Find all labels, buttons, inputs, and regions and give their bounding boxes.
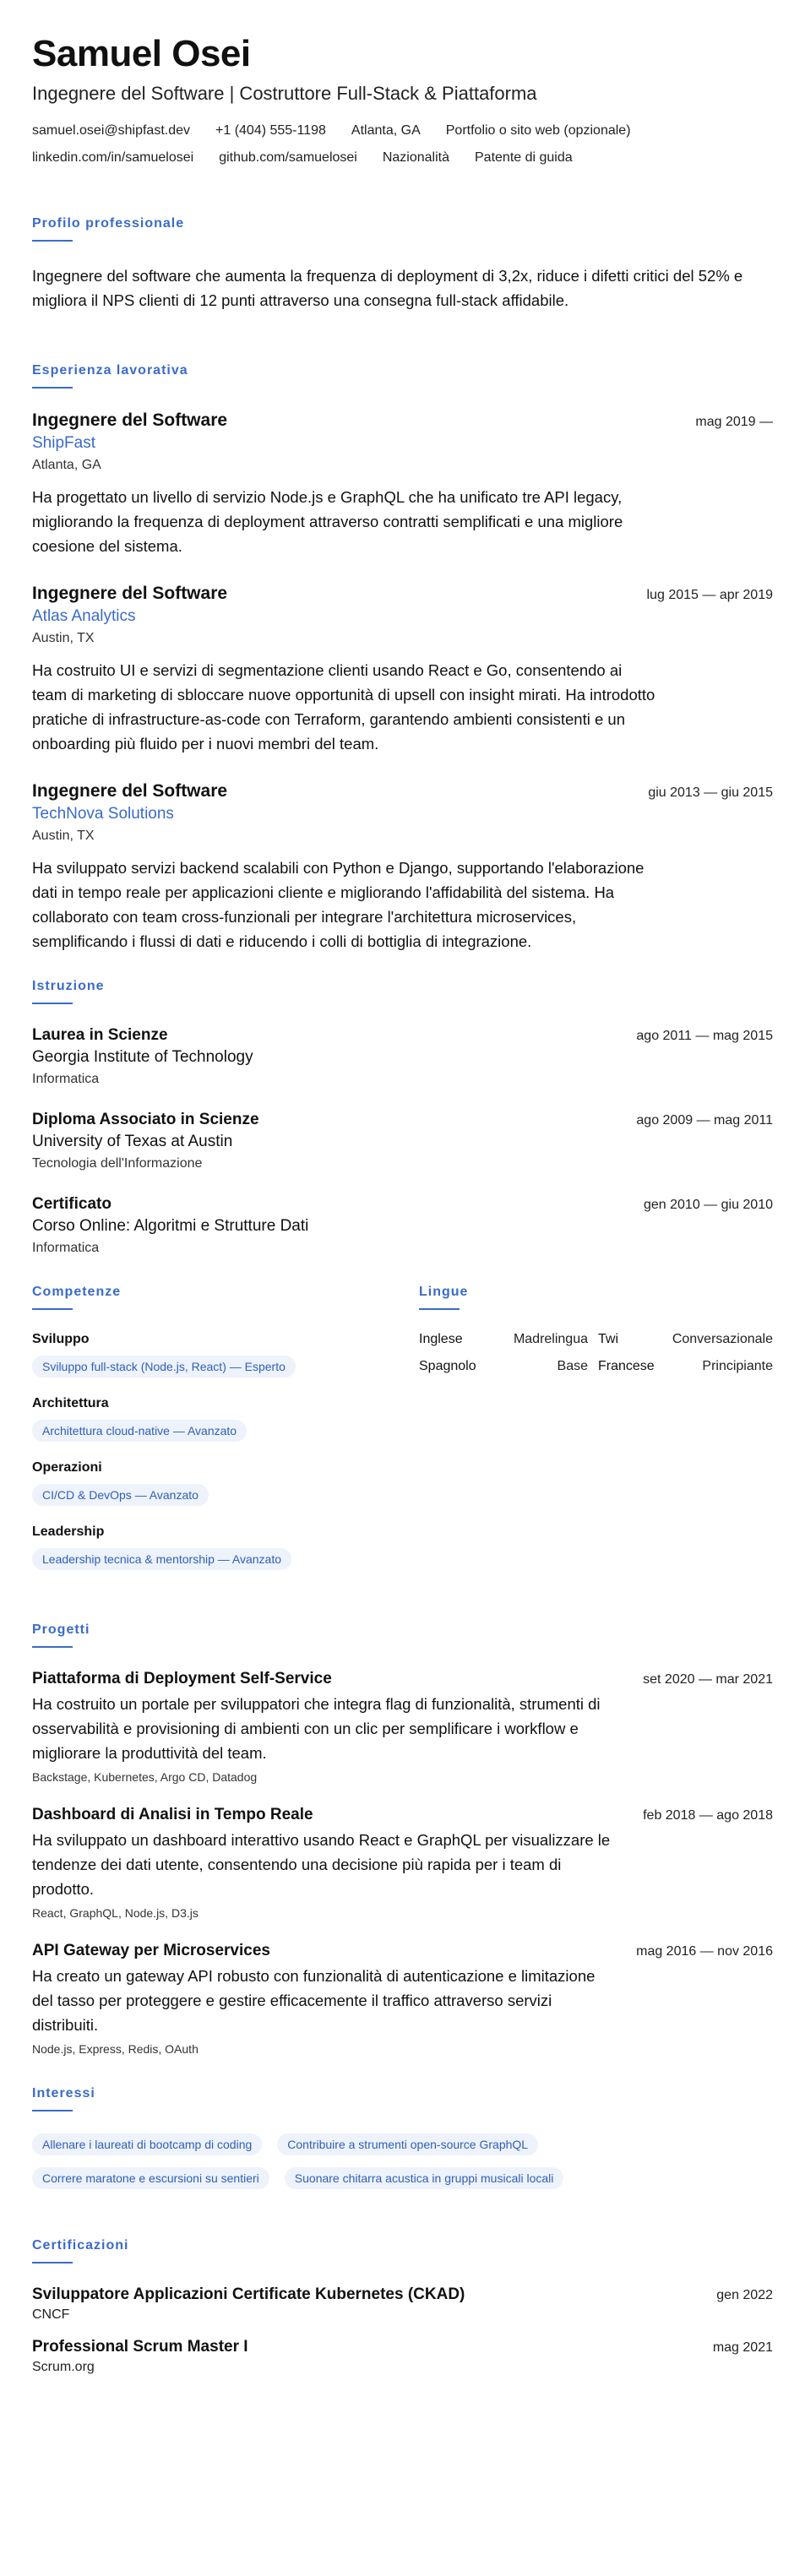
project-tech: React, GraphQL, Node.js, D3.js <box>32 1906 199 1920</box>
languages-grid <box>419 1332 773 1374</box>
education-institution: University of Texas at Austin <box>32 1133 233 1150</box>
language-name: Spagnolo <box>419 1359 476 1373</box>
certification-entry <box>32 2338 773 2375</box>
section-divider <box>32 2110 73 2111</box>
certification-title: Professional Scrum Master I <box>32 2338 248 2356</box>
section-divider <box>32 1308 73 1310</box>
interests-list <box>32 2133 640 2189</box>
section-title: Profilo professionale <box>32 216 185 231</box>
job-title: Ingegnere del Software <box>32 584 228 603</box>
contact-location: Atlanta, GA <box>351 123 421 138</box>
education-institution: Corso Online: Algoritmi e Strutture Dati <box>32 1217 309 1235</box>
project-description: Ha creato un gateway API robusto con funzionalità di autenticazione e limitazione del tasso per proteggere e gestire efficacemente il traffico attraverso servizi distribuiti. <box>32 1967 596 2034</box>
project-title: Dashboard di Analisi in Tempo Reale <box>32 1806 313 1823</box>
project-tech: Node.js, Express, Redis, OAuth <box>32 2042 199 2056</box>
skill-group <box>32 1396 419 1442</box>
job-title: Ingegnere del Software <box>32 781 228 801</box>
job-description: Ha progettato un livello di servizio Node.js e GraphQL che ha unificato tre API legacy, migliorando la frequenza di deployment attraverso contratti semplificati e una migliore coesione del sistema. <box>32 488 623 555</box>
skills-languages-row <box>32 1285 773 1589</box>
project-entry <box>32 1670 773 1784</box>
contact-phone[interactable]: +1 (404) 555-1198 <box>215 123 326 138</box>
education-field: Tecnologia dell'Informazione <box>32 1156 203 1171</box>
certification-title: Sviluppatore Applicazioni Certificate Kubernetes (CKAD) <box>32 2285 465 2303</box>
job-description: Ha sviluppato servizi backend scalabili con Python e Django, supportando l'elaborazione dati in tempo reale per applicazioni cliente e migliorando l'affidabilità del sistema. Ha collaborato con team cross-funzionali per integrare l'architettura microservices, semplificando i flussi di dati e riducendo i colli di bottiglia di integrazione. <box>32 859 645 950</box>
project-tech: Backstage, Kubernetes, Argo CD, Datadog <box>32 1770 258 1784</box>
experience-section <box>32 363 773 954</box>
education-section <box>32 979 773 1256</box>
candidate-headline: Ingegnere del Software | Costruttore Full-Stack & Piattaforma <box>32 83 537 104</box>
section-title: Esperienza lavorativa <box>32 363 188 378</box>
education-degree: Diploma Associato in Scienze <box>32 1111 259 1128</box>
section-title: Progetti <box>32 1622 90 1637</box>
job-company: ShipFast <box>32 434 95 452</box>
interest-chip: Suonare chitarra acustica in gruppi musicali locali <box>285 2167 564 2189</box>
language-level: Principiante <box>702 1359 773 1373</box>
language-name: Francese <box>598 1359 655 1373</box>
skill-group <box>32 1460 419 1506</box>
contact-github[interactable]: github.com/samuelosei <box>219 150 357 165</box>
projects-section <box>32 1622 773 2056</box>
contact-driving-license: Patente di guida <box>475 150 573 165</box>
project-description: Ha sviluppato un dashboard interattivo usando React e GraphQL per visualizzare le tendenze dei dati utente, consentendo una decisione più rapida per i team di prodotto. <box>32 1831 611 1898</box>
education-entry <box>32 1195 773 1256</box>
section-title: Certificazioni <box>32 2238 129 2253</box>
job-company: Atlas Analytics <box>32 607 136 625</box>
skill-chip: Sviluppo full-stack (Node.js, React) — Esperto <box>32 1356 296 1378</box>
skill-category: Sviluppo <box>32 1332 90 1346</box>
interest-chip: Contribuire a strumenti open-source GraphQL <box>277 2133 538 2155</box>
project-description: Ha costruito un portale per sviluppatori che integra flag di funzionalità, strumenti di osservabilità e provisioning di ambienti con un clic per semplificare i workflow e migliorare la produttività del team. <box>32 1695 601 1762</box>
interest-chip: Allenare i laureati di bootcamp di coding <box>32 2133 262 2155</box>
job-title: Ingegnere del Software <box>32 410 228 430</box>
project-title: Piattaforma di Deployment Self-Service <box>32 1670 332 1687</box>
project-title: API Gateway per Microservices <box>32 1942 270 1959</box>
certifications-section <box>32 2238 773 2375</box>
education-institution: Georgia Institute of Technology <box>32 1048 253 1066</box>
certification-date: gen 2022 <box>716 2288 773 2302</box>
job-date: giu 2013 — giu 2015 <box>648 785 773 800</box>
section-title: Interessi <box>32 2086 95 2100</box>
contact-linkedin[interactable]: linkedin.com/in/samuelosei <box>32 150 194 165</box>
job-description: Ha costruito UI e servizi di segmentazione clienti usando React e Go, consentendo ai team di marketing di sbloccare nuove opportunità di upsell con insight mirati. Ha introdotto pratiche di infrastructure-as-code con Terraform, garantendo ambienti consistenti e un onboarding più fluido per i nuovi membri del team. <box>32 661 655 753</box>
interests-section <box>32 2086 773 2189</box>
section-divider <box>32 1646 73 1648</box>
education-degree: Laurea in Scienze <box>32 1026 168 1044</box>
education-date: ago 2009 — mag 2011 <box>636 1113 773 1128</box>
project-entry <box>32 1942 773 2056</box>
certification-issuer: CNCF <box>32 2307 70 2322</box>
certification-date: mag 2021 <box>712 2340 773 2355</box>
job-date: lug 2015 — apr 2019 <box>646 588 773 602</box>
languages-section <box>419 1285 773 1589</box>
language-level: Madrelingua <box>513 1332 588 1346</box>
job-entry <box>32 781 773 954</box>
section-title: Competenze <box>32 1285 122 1299</box>
skill-chip: Leadership tecnica & mentorship — Avanzato <box>32 1548 291 1570</box>
section-divider <box>32 387 73 389</box>
section-title: Lingue <box>419 1285 469 1299</box>
skill-group <box>32 1332 419 1378</box>
skills-section <box>32 1285 419 1589</box>
job-company: TechNova Solutions <box>32 805 174 823</box>
resume-header <box>32 32 773 166</box>
language-name: Inglese <box>419 1332 463 1346</box>
section-title: Istruzione <box>32 979 105 993</box>
contact-list <box>32 123 759 166</box>
education-degree: Certificato <box>32 1195 112 1213</box>
summary-text: Ingegnere del software che aumenta la frequenza di deployment di 3,2x, riduce i difetti critici del 52% e migliora il NPS clienti di 12 punti attraverso una consegna full-stack affidabile. <box>32 267 743 309</box>
education-entry <box>32 1111 773 1171</box>
project-date: mag 2016 — nov 2016 <box>636 1944 773 1959</box>
language-level: Base <box>557 1359 588 1373</box>
section-divider <box>32 240 73 242</box>
education-field: Informatica <box>32 1241 100 1255</box>
job-entry <box>32 410 773 558</box>
job-location: Atlanta, GA <box>32 458 101 472</box>
skill-chip: Architettura cloud-native — Avanzato <box>32 1420 247 1442</box>
project-date: feb 2018 — ago 2018 <box>643 1808 773 1823</box>
job-location: Austin, TX <box>32 631 95 645</box>
skill-category: Leadership <box>32 1524 105 1539</box>
summary-section <box>32 216 773 312</box>
certification-issuer: Scrum.org <box>32 2360 95 2374</box>
language-name: Twi <box>598 1332 618 1346</box>
language-level: Conversazionale <box>672 1332 773 1346</box>
project-entry <box>32 1806 773 1920</box>
skill-group <box>32 1524 419 1570</box>
section-divider <box>32 1003 73 1004</box>
section-divider <box>419 1308 460 1310</box>
candidate-name: Samuel Osei <box>32 33 251 74</box>
education-date: gen 2010 — giu 2010 <box>643 1198 773 1212</box>
project-date: set 2020 — mar 2021 <box>643 1672 773 1687</box>
education-entry <box>32 1026 773 1087</box>
education-date: ago 2011 — mag 2015 <box>636 1029 773 1043</box>
education-field: Informatica <box>32 1072 100 1086</box>
contact-nationality: Nazionalità <box>382 150 449 165</box>
certification-entry <box>32 2285 773 2323</box>
section-divider <box>32 2262 73 2264</box>
job-entry <box>32 584 773 756</box>
contact-portfolio[interactable]: Portfolio o sito web (opzionale) <box>445 123 631 138</box>
contact-email[interactable]: samuel.osei@shipfast.dev <box>32 123 190 138</box>
skill-category: Architettura <box>32 1396 109 1410</box>
interest-chip: Correre maratone e escursioni su sentieri <box>32 2167 269 2189</box>
job-date: mag 2019 — <box>695 415 773 429</box>
job-location: Austin, TX <box>32 829 95 843</box>
skill-chip: CI/CD & DevOps — Avanzato <box>32 1484 209 1506</box>
skill-category: Operazioni <box>32 1460 102 1475</box>
